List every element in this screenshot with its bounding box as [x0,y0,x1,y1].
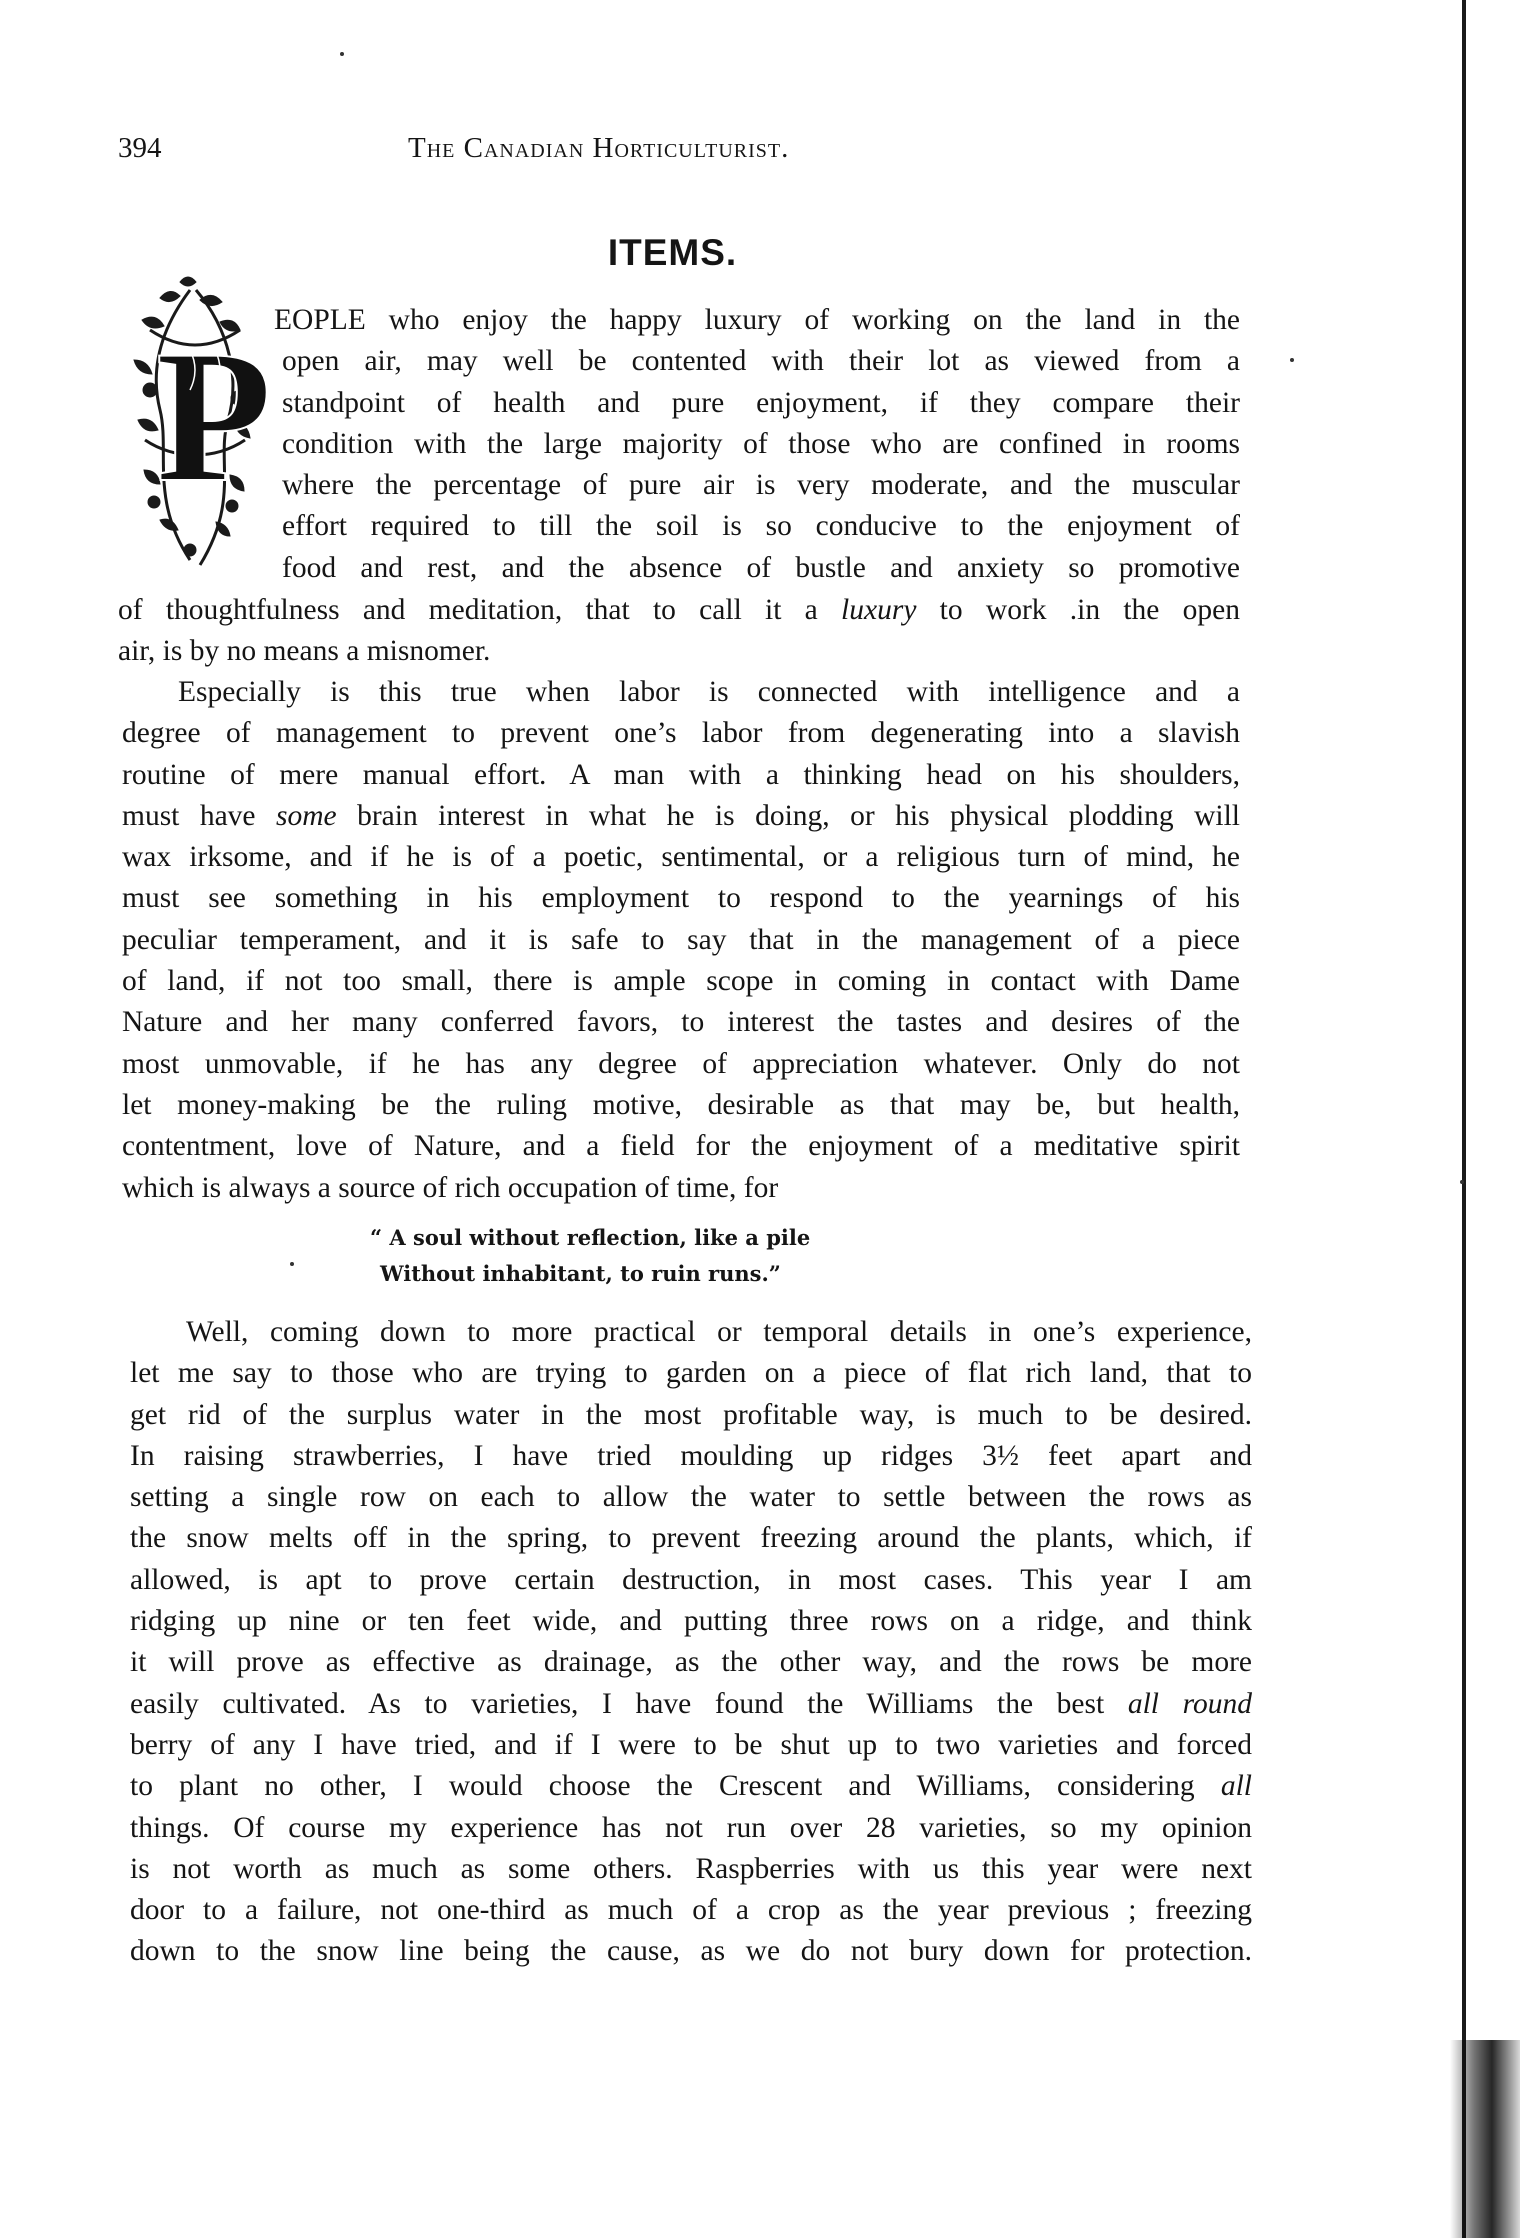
text-line: door to a failure, not one-third as much of a crop as the year previous ; freezing [130,1894,1252,1927]
text-line: must see something in his employment to respond to the yearnings of his [122,882,1240,915]
italic-run: luxury [841,594,917,626]
text-line: open air, may well be contented with their lot as viewed from a [282,345,1240,378]
svg-text:P: P [156,312,270,522]
text-run: must have [122,799,276,832]
text-line: down to the snow line being the cause, as we do not bury down for protection. [130,1935,1252,1968]
text-line: Well, coming down to more practical or temporal details in one’s experience, [186,1316,1252,1348]
scan-speck [1290,358,1294,362]
text-line: peculiar temperament, and it is safe to say that in the management of a piece [122,923,1240,956]
scan-speck [290,1262,294,1266]
text-run: of thoughtfulness and meditation, that to call it a [118,594,842,626]
running-head [118,132,1268,172]
section-title-text: ITEMS. [607,232,738,273]
text-line: EOPLE who enjoy the happy luxury of working on the land in the [274,304,1240,336]
text-line: degree of management to prevent one’s labor from degenerating into a slavish [122,717,1240,750]
text-line: where the percentage of pure air is very moderate, and the muscular [282,469,1240,502]
text-line: routine of mere manual effort. A man with a thinking head on his shoulders, [122,758,1240,791]
verse-line: Without inhabitant, to ruin runs.” [380,1261,781,1286]
italic-run: all round [1127,1687,1252,1720]
paragraph-1-indented [274,300,1240,589]
text-line: In raising strawberries, I have tried moulding up ridges 3½ feet apart and [130,1439,1252,1472]
text-line: wax irksome, and if he is of a poetic, sentimental, or a religious turn of mind, he [122,841,1240,874]
text-run: brain interest in what he is doing, or his physical plodding will [336,799,1241,832]
page-number: 394 [118,132,162,164]
text-line: let me say to those who are trying to garden on a piece of flat rich land, that to [130,1357,1252,1390]
text-line: which is always a source of rich occupation of time, for [122,1171,779,1204]
paragraph-1-continuation [118,590,1240,673]
text-line [118,590,1240,631]
text-line: setting a single row on each to allow the water to settle between the rows as [130,1481,1252,1514]
italic-run: some [275,799,337,832]
text-line: contentment, love of Nature, and a field for the enjoyment of a meditative spirit [122,1130,1240,1163]
text-run: to plant no other, I would choose the Crescent and Williams, considering [130,1770,1221,1803]
scan-speck [340,52,344,56]
text-line: allowed, is apt to prove certain destruction, in most cases. This year I am [130,1563,1252,1596]
verse-line: “ A soul without reflection, like a pile [370,1225,811,1250]
text-line: of land, if not too small, there is ample scope in coming in contact with Dame [122,965,1240,998]
italic-run: all [1220,1770,1252,1803]
text-line: ridging up nine or ten feet wide, and putting three rows on a ridge, and think [130,1605,1252,1638]
ornamental-dropcap [120,270,270,590]
text-line: berry of any I have tried, and if I were to be shut up to two varieties and forced [130,1728,1252,1761]
text-line: get rid of the surplus water in the most profitable way, is much to be desired. [130,1398,1252,1431]
page-edge-shadow [1450,2040,1520,2238]
text-line: standpoint of health and pure enjoyment, if they compare their [282,386,1240,419]
text-line: condition with the large majority of those who are confined in rooms [282,427,1240,460]
verse-quotation [370,1220,810,1292]
running-title: The Canadian Horticulturist. [408,132,790,164]
text-run: to work .in the open [916,594,1241,626]
text-line: Nature and her many conferred favors, to interest the tastes and desires of the [122,1006,1240,1039]
text-line: most unmovable, if he has any degree of appreciation whatever. Only do not [122,1047,1240,1080]
paragraph-2 [122,672,1240,1209]
section-title [0,232,1345,274]
text-line: Especially is this true when labor is connected with intelligence and a [178,676,1240,708]
text-run: easily cultivated. As to varieties, I have found the Williams the best [130,1687,1128,1720]
text-line: effort required to till the soil is so conducive to the enjoyment of [282,510,1240,543]
text-line: it will prove as effective as drainage, as the other way, and the rows be more [130,1646,1252,1679]
text-line: the snow melts off in the spring, to prevent freezing around the plants, which, if [130,1522,1252,1555]
text-line [130,1684,1252,1725]
text-line [130,1766,1252,1807]
dropcap-ornament-icon [120,270,270,590]
text-line: air, is by no means a misnomer. [118,635,491,668]
page-edge-line [1462,0,1466,2238]
paragraph-3 [130,1312,1252,1973]
scan-speck [1460,1180,1464,1184]
text-line: let money-making be the ruling motive, desirable as that may be, but health, [122,1088,1240,1121]
text-line [122,796,1240,837]
text-line: food and rest, and the absence of bustle and anxiety so promotive [282,551,1240,584]
text-line: things. Of course my experience has not run over 28 varieties, so my opinion [130,1811,1252,1844]
text-line: is not worth as much as some others. Raspberries with us this year were next [130,1852,1252,1885]
